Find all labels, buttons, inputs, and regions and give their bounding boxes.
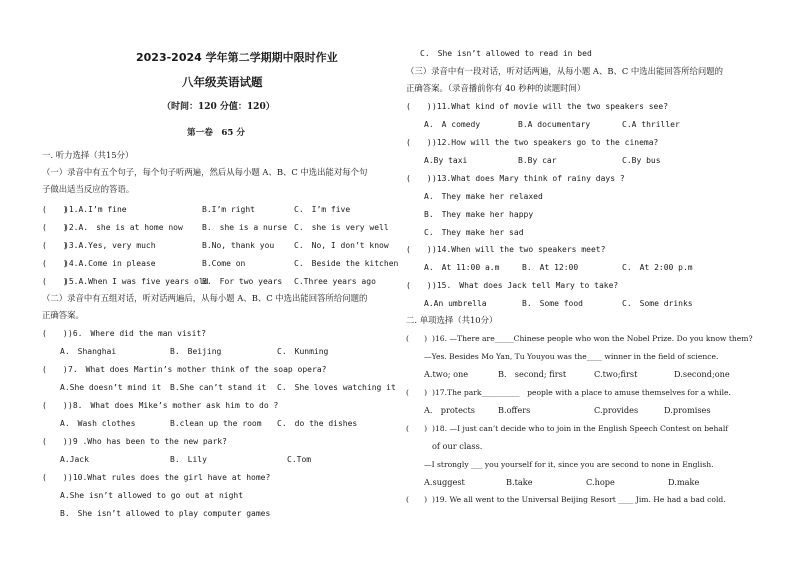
question-text: )9 .Who has been to the new park?: [68, 437, 227, 446]
answer-blank[interactable]: ( ): [406, 138, 432, 147]
question-9-stem: [42, 436, 227, 447]
question-16-stem-cont: —Yes. Besides Mo Yan, Tu Youyou was the____ winner in the field of science.: [424, 352, 719, 361]
part-2-instruction-cont: 正确答案。: [42, 310, 84, 320]
option-b: B. Lily: [170, 455, 207, 464]
option-c: C. She loves watching it: [277, 383, 396, 392]
question-6-stem: [42, 328, 206, 339]
option-b: B.clean up the room: [170, 419, 262, 428]
answer-blank[interactable]: ( ): [42, 205, 68, 214]
part-3-instruction-cont: 正确答案。（录音播前你有 40 秒种的读题时间）: [406, 83, 586, 93]
option-a: A.She doesn’t mind it: [60, 383, 162, 392]
question-text: )14.When will the two speakers meet?: [432, 245, 606, 254]
answer-blank[interactable]: ( ): [42, 473, 68, 482]
answer-blank[interactable]: ( ): [42, 401, 68, 410]
section-1-heading: 一. 听力选择（共15分）: [42, 150, 134, 160]
question-text: )17.The park__________ people with a place to amuse themselves for a while.: [432, 388, 731, 397]
answer-blank[interactable]: ( ): [406, 102, 432, 111]
question-13-stem: [406, 173, 625, 184]
answer-blank[interactable]: ( ): [406, 281, 432, 290]
option-a: A.suggest: [424, 477, 465, 487]
option-a: )1.A.I’m fine: [64, 205, 127, 214]
question-13-option-c: C. They make her sad: [424, 228, 524, 237]
question-text: )10.What rules does the girl have at home?: [68, 473, 271, 482]
question-19-stem: [406, 494, 726, 505]
option-b: B. For two years: [202, 277, 283, 286]
option-d: D.make: [668, 477, 700, 487]
option-b: B.A documentary: [518, 120, 591, 129]
option-a: )5.A.When I was five years old: [64, 277, 209, 286]
question-13-option-b: B. They make her happy: [424, 210, 534, 219]
option-b: B. At 12:00: [522, 263, 579, 272]
question-text: 7. What does Martin’s mother think of the soap opera?: [68, 365, 327, 374]
answer-blank[interactable]: ( ): [406, 334, 428, 343]
answer-blank[interactable]: ( ): [406, 245, 432, 254]
part-2-instruction: （二）录音中有五组对话，听对话两遍后，从每小题 A、B、C 中选出能回答所给问题的: [42, 293, 368, 303]
question-10-option-a: A.She isn’t allowed to go out at night: [60, 491, 244, 500]
part-3-instruction: （三）录音中有一段对话，听对话两遍，从每小题 A、B、C 中选出能回答所给问题的: [406, 66, 724, 76]
question-18-stem: [406, 423, 728, 434]
section-2-heading: 二. 单项选择（共10分）: [406, 315, 498, 325]
option-b: B.She can’t stand it: [170, 383, 267, 392]
option-c: C.A thriller: [622, 120, 680, 129]
option-b: B.offers: [498, 405, 531, 415]
option-c: C. I’m five: [294, 205, 351, 214]
question-14-stem: [406, 244, 605, 255]
volume-label: 第一卷 65 分: [187, 128, 245, 138]
answer-blank[interactable]: ( ): [406, 174, 432, 183]
question-8-stem: [42, 400, 278, 411]
option-b: B. Some food: [522, 299, 583, 308]
option-c: C. Kunming: [277, 347, 329, 356]
part-1-instruction-cont: 子做出适当反应的答语。: [42, 184, 135, 194]
option-c: C.By bus: [622, 156, 661, 165]
option-a: A.By taxi: [424, 156, 468, 165]
option-a: A.An umbrella: [424, 299, 487, 308]
option-a: A.two; one: [424, 369, 469, 379]
exam-meta: （时间：120 分值：120）: [162, 102, 275, 112]
option-c: C. No, I don’t know: [294, 241, 389, 250]
option-a: )4.A.Come in please: [64, 259, 156, 268]
question-16-stem: [406, 333, 753, 344]
option-b: B.No, thank you: [202, 241, 275, 250]
option-c: C.hope: [586, 477, 615, 487]
option-c: C.provides: [594, 405, 639, 415]
answer-blank[interactable]: ( ): [42, 259, 68, 268]
question-17-stem: [406, 387, 731, 398]
option-b: B.By car: [518, 156, 557, 165]
answer-blank[interactable]: ( ): [406, 388, 428, 397]
answer-blank[interactable]: ( ): [42, 329, 68, 338]
question-10-option-c: C. She isn’t allowed to read in bed: [420, 49, 592, 58]
question-text: )11.What kind of movie will the two speakers see?: [432, 102, 669, 111]
question-text: )8. What does Mike’s mother ask him to do ?: [68, 401, 279, 410]
option-a: A. A comedy: [424, 120, 481, 129]
option-c: C.two;first: [594, 369, 638, 379]
question-10-stem: [42, 472, 270, 483]
part-1-instruction: （一）录音中有五个句子，每个句子听两遍，然后从每小题 A、B、C 中选出能对每个句: [42, 167, 368, 177]
option-c: C. she is very well: [294, 223, 389, 232]
option-a: A.Jack: [60, 455, 89, 464]
answer-blank[interactable]: ( ): [42, 241, 68, 250]
option-c: C. Some drinks: [622, 299, 693, 308]
answer-blank[interactable]: ( ): [406, 424, 428, 433]
option-a: A. protects: [424, 405, 475, 415]
question-18-stem-reply: —I strongly ___ you yourself for it, since you are second to none in English.: [424, 460, 714, 469]
answer-blank[interactable]: ( ): [42, 223, 68, 232]
option-c: C.Tom: [287, 455, 312, 464]
option-a: )2.A. she is at home now: [64, 223, 183, 232]
option-c: C. Beside the kitchen: [294, 259, 399, 268]
question-13-option-a: A. They make her relaxed: [424, 192, 543, 201]
option-b: B. second; first: [498, 369, 567, 379]
question-18-stem-cont: of our class.: [432, 441, 483, 451]
question-11-stem: [406, 101, 668, 112]
option-a: A. Shanghai: [60, 347, 117, 356]
question-text: )16. —There are_____Chinese people who won the Nobel Prize. Do you know them?: [432, 334, 753, 343]
option-a: A. Wash clothes: [60, 419, 136, 428]
question-text: )18. —I just can’t decide who to join in the English Speech Contest on behalf: [432, 424, 729, 433]
option-c: C. At 2:00 p.m: [622, 263, 693, 272]
option-b: B.take: [506, 477, 533, 487]
option-b: B.I’m right: [202, 205, 255, 214]
question-text: )15. What does Jack tell Mary to take?: [432, 281, 619, 290]
answer-blank[interactable]: ( ): [42, 437, 68, 446]
answer-blank[interactable]: ( ): [42, 365, 68, 374]
question-text: )19. We all went to the Universal Beijing Resort ____ Jim. He had a bad cold.: [432, 495, 726, 504]
option-d: D.second;one: [674, 369, 730, 379]
option-c: C.Three years ago: [294, 277, 376, 286]
option-a: )3.A.Yes, very much: [64, 241, 156, 250]
answer-blank[interactable]: ( ): [42, 277, 68, 286]
option-c: C. do the dishes: [277, 419, 358, 428]
question-text: )6. Where did the man visit?: [68, 329, 207, 338]
question-text: )12.How will the two speakers go to the cinema?: [432, 138, 659, 147]
option-d: D.promises: [664, 405, 711, 415]
question-12-stem: [406, 137, 658, 148]
exam-title: 2023-2024 学年第二学期期中限时作业: [136, 51, 338, 64]
option-a: A. At 11:00 a.m: [424, 263, 500, 272]
option-b: B. Beijing: [170, 347, 222, 356]
exam-subtitle: 八年级英语试题: [182, 75, 263, 89]
option-b: B. she is a nurse: [202, 223, 288, 232]
option-b: B.Come on: [202, 259, 246, 268]
answer-blank[interactable]: ( ): [406, 495, 428, 504]
question-text: )13.What does Mary think of rainy days ?: [432, 174, 625, 183]
question-7-stem: [42, 364, 326, 375]
question-15-stem: [406, 280, 618, 291]
question-10-option-b: B. She isn’t allowed to play computer games: [60, 509, 271, 518]
